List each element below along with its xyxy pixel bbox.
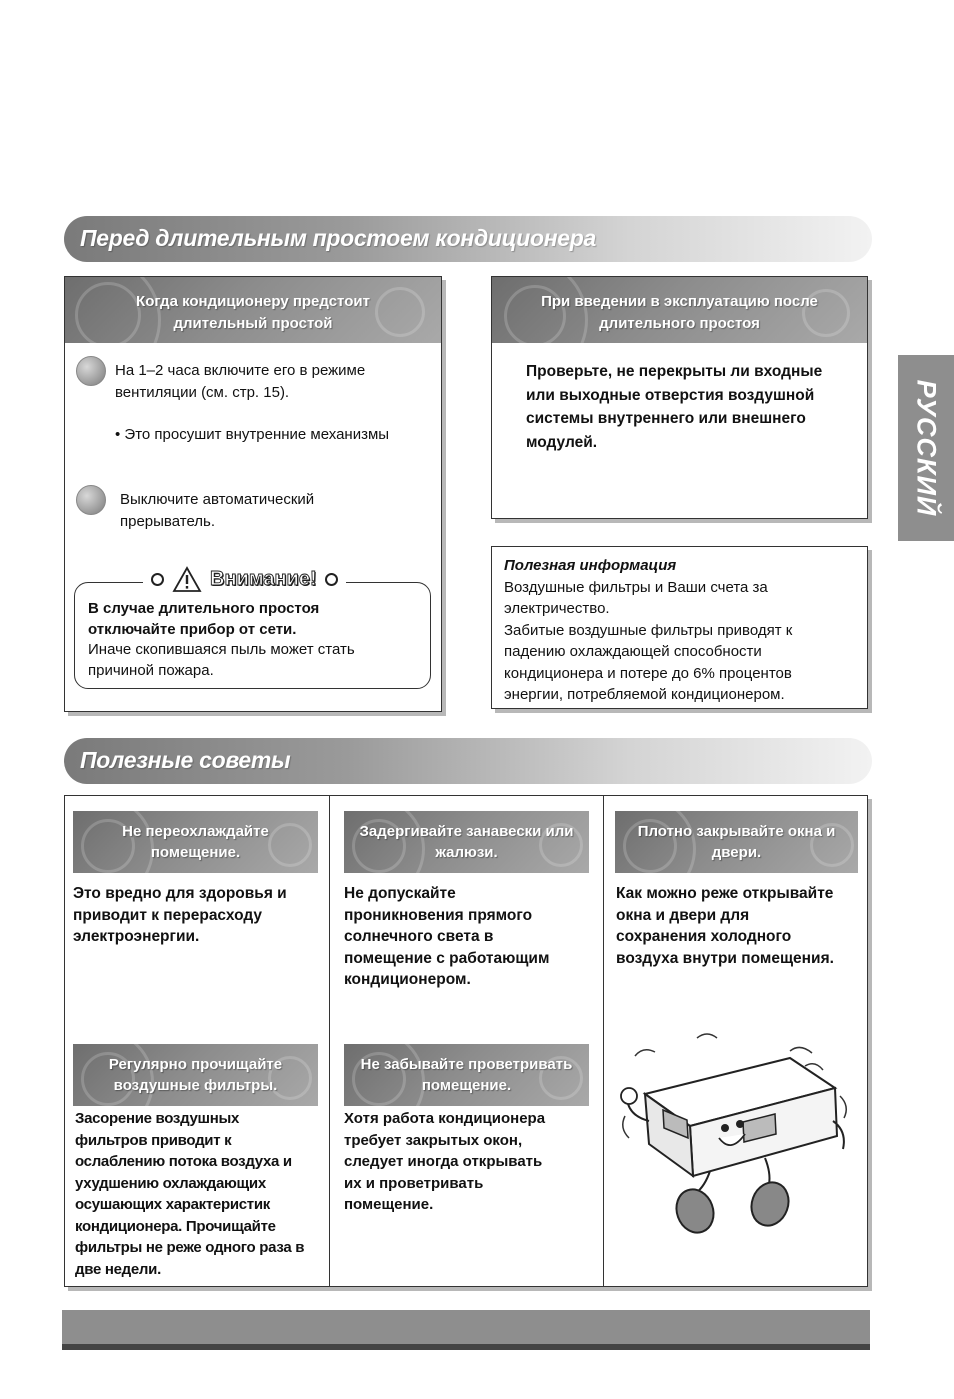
ac-unit-cartoon-illustration [615,1026,865,1266]
warning-triangle-icon [172,566,202,593]
step-1-text: На 1–2 часа включите его в режиме вентиляции (см. стр. 15). [115,362,366,401]
bullet-dot-icon [151,573,164,586]
bullet-dot-icon [325,573,338,586]
step-2-text: Выключите автоматический прерыватель. [120,491,315,530]
tip-header: Задергивайте занавески или жалюзи. [344,811,589,873]
footer-bar [62,1310,870,1350]
section-title: Полезные советы [80,747,291,773]
long-idle-box [64,276,442,712]
header-line: длительного простоя [599,315,760,332]
column-divider [603,796,604,1286]
section-title-bar [64,738,872,784]
step-bullet-1 [76,356,106,386]
caution-text: В случае длительного простоя отключайте прибор от сети. Иначе скопившаяся пыль может стать причиной пожара. [88,600,355,679]
restart-header [492,277,867,343]
caution-title-group [143,564,346,594]
step-1-note: • Это просушит внутренние механизмы [115,426,390,443]
section-title-bar [64,216,872,262]
tip-text: Хотя работа кондиционера требует закрытых окон, следует иногда открывать их и проветривать помещение. [344,1110,546,1213]
step-bullet-2 [76,485,106,515]
tip-text: Это вредно для здоровья и приводит к перерасходу электроэнергии. [73,885,287,945]
language-tab-label: РУССКИЙ [911,379,942,517]
language-tab [898,355,954,541]
header-line: длительный простой [173,315,333,332]
useful-info-content: Полезная информация Воздушные фильтры и Ваши счета за электричество. Забитые воздушные фильтры приводят к падению охлаждающей способности кондиционера и потере до 6% процентов энергии, потребляемой кондиционером. [504,555,864,706]
tip-header: Не забывайте проветривать помещение. [344,1044,589,1106]
useful-info-box [491,546,868,709]
restart-text: Проверьте, не перекрыты ли входные или выходные отверстия воздушной системы внутреннего или внешнего модулей. [526,363,823,451]
long-idle-header [65,277,441,343]
tip-text: Как можно реже открывайте окна и двери для сохранения холодного воздуха внутри помещения. [616,885,834,967]
restart-box [491,276,868,519]
caution-title: Внимание! [210,567,317,590]
column-divider [329,796,330,1286]
tip-text: Не допускайте проникновения прямого солнечного света в помещение с работающим кондиционером. [344,885,550,988]
tip-text: Засорение воздушных фильтров приводит к ослаблению потока воздуха и ухудшению охлаждающих осушающих характеристик кондиционера. Прочищайте фильтры не реже одного раза в две недели. [75,1110,305,1278]
tip-header: Плотно закрывайте окна и двери. [615,811,858,873]
header-line: При введении в эксплуатацию после [541,293,818,310]
useful-info-title: Полезная информация [504,557,677,574]
tip-header: Регулярно прочищайте воздушные фильтры. [73,1044,318,1106]
header-line: Когда кондиционеру предстоит [136,293,370,310]
section-title: Перед длительным простоем кондиционера [80,225,597,251]
tips-grid [64,795,868,1287]
tip-header: Не переохлаждайте помещение. [73,811,318,873]
